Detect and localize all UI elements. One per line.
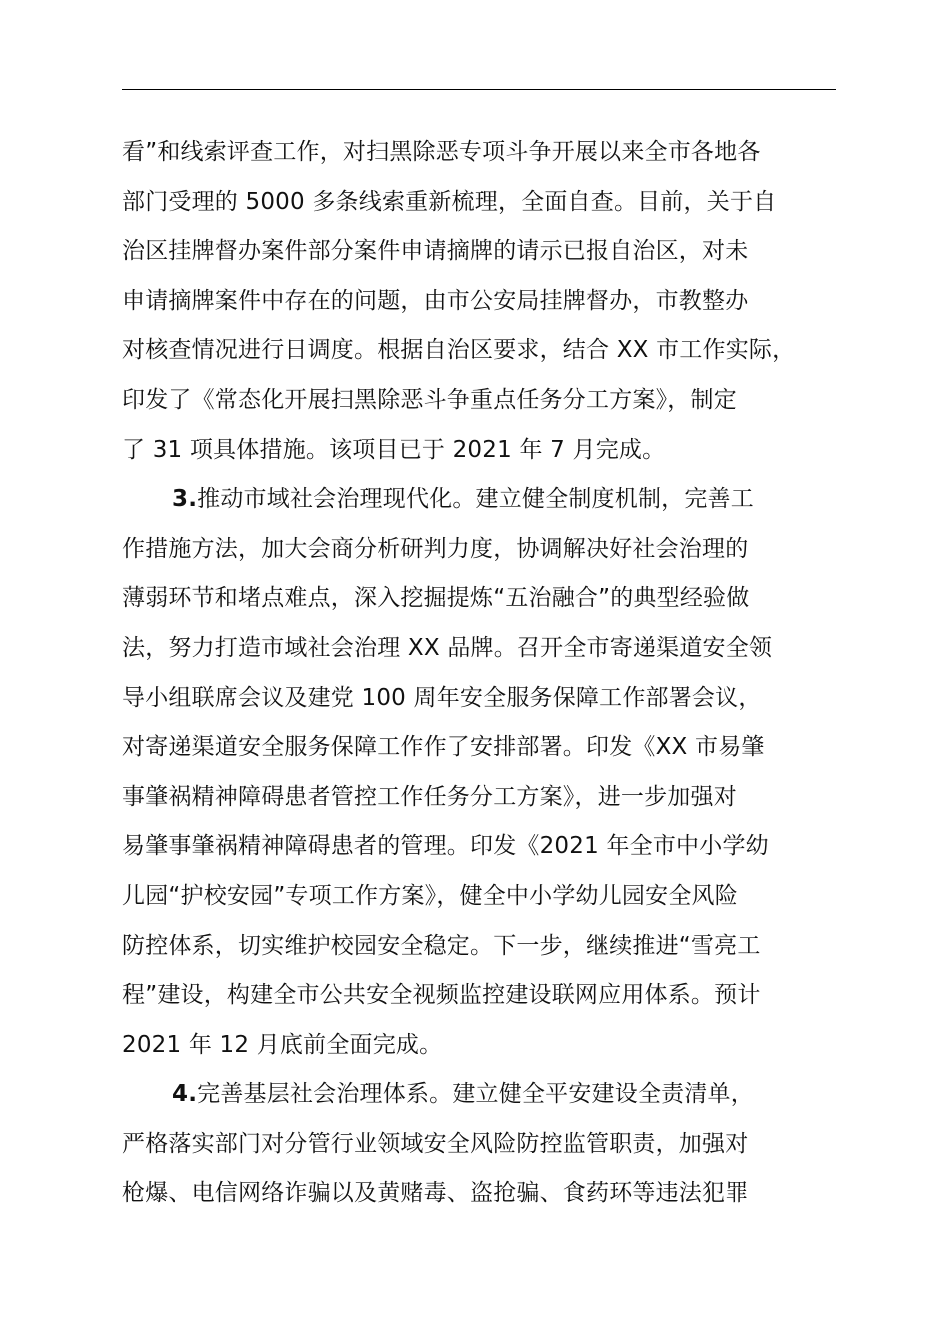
text-line: 印发了《常态化开展扫黑除恶斗争重点任务分工方案》，制定 — [122, 386, 737, 413]
item-number: 3. — [172, 486, 198, 513]
text-line: 申请摘牌案件中存在的问题，由市公安局挂牌督办，市教整办 — [122, 287, 749, 314]
text-line: 事肇祸精神障碍患者管控工作任务分工方案》，进一步加强对 — [122, 783, 737, 810]
text-line: 易肇事肇祸精神障碍患者的管理。印发《2021 年全市中小学幼 — [122, 833, 769, 860]
item-4-text: 完善基层社会治理体系。建立健全平安建设全责清单， — [197, 1081, 754, 1108]
header-rule — [122, 89, 836, 90]
item-4-first-line — [122, 1070, 882, 1120]
text-line: 部门受理的 5000 多条线索重新梳理，全面自查。目前，关于自 — [122, 188, 777, 215]
text-line: 防控体系，切实维护校园安全稳定。下一步，继续推进“雪亮工 — [122, 932, 761, 959]
text-line: 了 31 项具体措施。该项目已于 2021 年 7 月完成。 — [122, 436, 666, 463]
text-line: 看”和线索评查工作，对扫黑除恶专项斗争开展以来全市各地各 — [122, 139, 761, 165]
text-line: 程”建设，构建全市公共安全视频监控建设联网应用体系。预计 — [122, 982, 761, 1009]
item-3-text: 推动市域社会治理现代化。建立健全制度机制，完善工 — [197, 486, 754, 513]
text-line: 枪爆、电信网络诈骗以及黄赌毒、盗抢骗、食药环等违法犯罪 — [122, 1180, 749, 1207]
text-line: 儿园“护校安园”专项工作方案》，健全中小学幼儿园安全风险 — [122, 882, 738, 909]
text-line: 薄弱环节和堵点难点，深入挖掘提炼“五治融合”的典型经验做 — [122, 585, 750, 612]
text-line: 法，努力打造市域社会治理 XX 品牌。召开全市寄递渠道安全领 — [122, 634, 773, 661]
body-text — [122, 128, 882, 1219]
text-line: 2021 年 12 月底前全面完成。 — [122, 1031, 443, 1058]
text-line: 严格落实部门对分管行业领域安全风险防控监管职责，加强对 — [122, 1130, 749, 1157]
text-line: 对核查情况进行日调度。根据自治区要求，结合 XX 市工作实际， — [122, 337, 796, 364]
text-line: 导小组联席会议及建党 100 周年安全服务保障工作部署会议， — [122, 684, 762, 711]
text-line: 作措施方法，加大会商分析研判力度，协调解决好社会治理的 — [122, 535, 749, 562]
text-line: 对寄递渠道安全服务保障工作作了安排部署。印发《XX 市易肇 — [122, 734, 765, 761]
text-line: 治区挂牌督办案件部分案件申请摘牌的请示已报自治区，对未 — [122, 238, 749, 265]
item-number: 4. — [172, 1081, 198, 1108]
item-3-first-line — [122, 475, 882, 525]
